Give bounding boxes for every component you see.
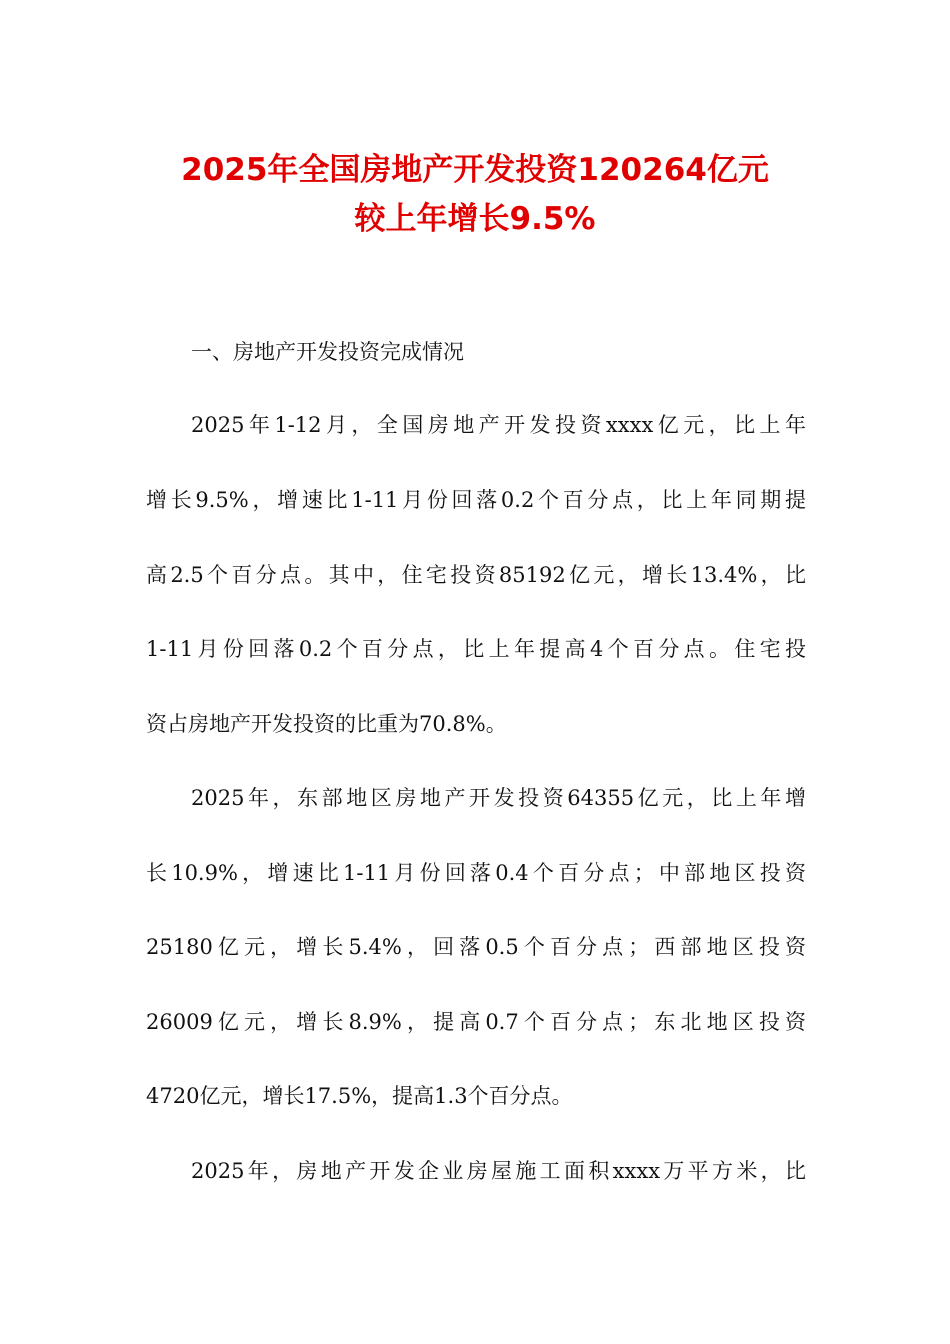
paragraph-line: 2025年，房地产开发企业房屋施工面积xxxx万平方米，比 [191, 1159, 806, 1183]
paragraph-line: 资占房地产开发投资的比重为70.8%。 [146, 712, 507, 736]
paragraph-line: 26009亿元，增长8.9%，提高0.7个百分点；东北地区投资 [146, 1010, 806, 1034]
paragraph-line: 4720亿元，增长17.5%，提高1.3个百分点。 [146, 1084, 573, 1108]
paragraph-line: 2025年1-12月，全国房地产开发投资xxxx亿元，比上年 [191, 413, 806, 437]
paragraph-line: 25180亿元，增长5.4%，回落0.5个百分点；西部地区投资 [146, 935, 806, 959]
document-title-line-2: 较上年增长9.5% [354, 201, 596, 237]
document-title-line-1: 2025年全国房地产开发投资120264亿元 [181, 152, 769, 188]
paragraph-line: 高2.5个百分点。其中，住宅投资85192亿元，增长13.4%，比 [146, 563, 806, 587]
section-heading: 一、房地产开发投资完成情况 [191, 340, 464, 364]
paragraph-line: 1-11月份回落0.2个百分点，比上年提高4个百分点。住宅投 [146, 637, 806, 661]
paragraph-line: 2025年，东部地区房地产开发投资64355亿元，比上年增 [191, 786, 806, 810]
paragraph-line: 增长9.5%，增速比1-11月份回落0.2个百分点，比上年同期提 [146, 488, 806, 512]
paragraph-line: 长10.9%，增速比1-11月份回落0.4个百分点；中部地区投资 [146, 861, 806, 885]
